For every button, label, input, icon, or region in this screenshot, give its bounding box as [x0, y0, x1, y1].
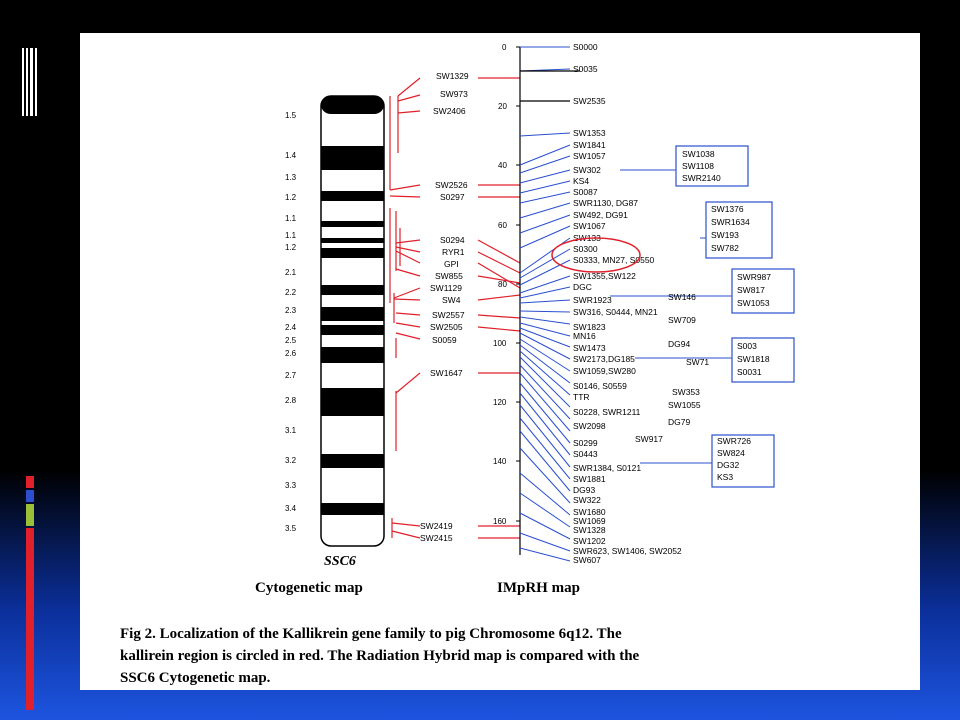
rh-marker: SW1473 — [573, 343, 606, 353]
marker-label: SW2419 — [420, 521, 453, 531]
marker-label: SW2415 — [420, 533, 453, 543]
marker-label: SW2505 — [430, 322, 463, 332]
band-label: 2.6 — [285, 349, 297, 358]
band-label: 1.3 — [285, 173, 297, 182]
axis-tick-label: 100 — [493, 339, 507, 348]
axis-tick-label: 20 — [498, 102, 507, 111]
caption-line: kallirein region is circled in red. The Radiation Hybrid map is compared with the — [120, 648, 640, 664]
axis-tick-label: 40 — [498, 161, 507, 170]
rh-axis-highlights — [520, 71, 580, 101]
cytogenetic-markers — [420, 71, 469, 543]
rh-side-marker: SW71 — [686, 357, 710, 367]
rh-marker: SW302 — [573, 165, 601, 175]
rh-side-marker: SW1055 — [668, 400, 701, 410]
decorative-color-bar — [26, 476, 34, 710]
rh-marker: SWR1384, S0121 — [573, 463, 642, 473]
rh-marker: SW1355,SW122 — [573, 271, 636, 281]
box-item: SWR726 — [717, 436, 752, 446]
box-item: SW1818 — [737, 354, 770, 364]
figure-diagram — [80, 33, 920, 690]
marker-label: SW1329 — [436, 71, 469, 81]
band-label: 3.4 — [285, 504, 297, 513]
marker-label: GPI — [444, 259, 459, 269]
box-item: SW782 — [711, 243, 739, 253]
marker-label: SW2557 — [432, 310, 465, 320]
figure-panel — [80, 33, 920, 690]
marker-label: S0059 — [432, 335, 457, 345]
box-item: SW1108 — [682, 161, 714, 171]
rh-map-title: IMpRH map — [497, 580, 580, 596]
rh-marker: SW1680 — [573, 507, 606, 517]
rh-marker: SW1841 — [573, 140, 606, 150]
rh-marker: SW1067 — [573, 221, 606, 231]
rh-marker: SW607 — [573, 555, 601, 565]
rh-connectors — [520, 47, 732, 561]
rh-marker: SWR1130, DG87 — [573, 198, 639, 208]
rh-marker: S0300 — [573, 244, 598, 254]
rh-marker: S0087 — [573, 187, 598, 197]
rh-marker: S0228, SWR1211 — [573, 407, 641, 417]
box-item: SWR987 — [737, 272, 772, 282]
rh-marker: SW1059,SW280 — [573, 366, 636, 376]
rh-marker: KS4 — [573, 176, 590, 186]
rh-marker: SW1069 — [573, 516, 606, 526]
rh-marker: SW1057 — [573, 151, 606, 161]
box-item: SWR2140 — [682, 173, 721, 183]
rh-markers — [573, 42, 682, 565]
locus-box — [712, 435, 774, 487]
band-label: 1.1 — [285, 231, 297, 240]
band-label: 1.5 — [285, 111, 297, 120]
band-label: 2.8 — [285, 396, 297, 405]
rh-marker: S0299 — [573, 438, 598, 448]
band-label: 3.1 — [285, 426, 297, 435]
chromosome-ssc6 — [321, 96, 384, 546]
axis-tick-label: 120 — [493, 398, 507, 407]
rh-axis — [493, 43, 520, 555]
marker-label: SW1647 — [430, 368, 463, 378]
box-item: SWR1634 — [711, 217, 750, 227]
rh-marker: MN16 — [573, 331, 596, 341]
axis-tick-label: 80 — [498, 280, 507, 289]
band-label: 2.2 — [285, 288, 297, 297]
marker-label: SW1129 — [430, 283, 462, 293]
rh-marker: SW2098 — [573, 421, 606, 431]
rh-marker: SW1823 — [573, 322, 606, 332]
marker-label: SW855 — [435, 271, 463, 281]
box-item: SW824 — [717, 448, 745, 458]
box-item: S0031 — [737, 367, 762, 377]
axis-tick-label: 0 — [502, 43, 507, 52]
box-item: S003 — [737, 341, 757, 351]
band-label: 1.2 — [285, 193, 297, 202]
rh-side-marker: SW146 — [668, 292, 696, 302]
band-label: 2.4 — [285, 323, 297, 332]
axis-tick-label: 160 — [493, 517, 507, 526]
rh-marker: DG93 — [573, 485, 596, 495]
marker-label: SW4 — [442, 295, 461, 305]
rh-marker: SW1881 — [573, 474, 606, 484]
band-label: 1.4 — [285, 151, 297, 160]
rh-marker: S0333, MN27, S0550 — [573, 255, 655, 265]
band-label: 2.5 — [285, 336, 297, 345]
locus-box — [706, 202, 772, 258]
band-label: 3.3 — [285, 481, 297, 490]
band-label: 1.1 — [285, 214, 297, 223]
axis-tick-label: 140 — [493, 457, 507, 466]
rh-marker: SW322 — [573, 495, 601, 505]
rh-marker: DGC — [573, 282, 592, 292]
band-labels — [285, 111, 297, 533]
decorative-stripes — [22, 48, 38, 116]
rh-marker: SW133 — [573, 233, 601, 243]
band-label: 1.2 — [285, 243, 297, 252]
band-label: 3.2 — [285, 456, 297, 465]
rh-side-marker: DG94 — [668, 339, 691, 349]
rh-marker: SW2535 — [573, 96, 606, 106]
cytogenetic-connectors — [390, 78, 520, 538]
rh-marker: S0035 — [573, 64, 598, 74]
marker-label: SW973 — [440, 89, 468, 99]
chromosome-label: SSC6 — [324, 554, 356, 569]
rh-marker: SWR623, SW1406, SW2052 — [573, 546, 682, 556]
box-item: DG32 — [717, 460, 740, 470]
marker-label: SW2526 — [435, 180, 468, 190]
marker-label: RYR1 — [442, 247, 465, 257]
box-item: KS3 — [717, 472, 734, 482]
rh-marker: TTR — [573, 392, 590, 402]
rh-marker: SW316, S0444, MN21 — [573, 307, 658, 317]
marker-label: SW2406 — [433, 106, 466, 116]
marker-label: S0294 — [440, 235, 465, 245]
axis-tick-label: 60 — [498, 221, 507, 230]
caption-line: Fig 2. Localization of the Kallikrein gene family to pig Chromosome 6q12. The — [120, 626, 622, 642]
band-label: 2.7 — [285, 371, 297, 380]
box-item: SW817 — [737, 285, 765, 295]
rh-marker: SW1202 — [573, 536, 606, 546]
rh-marker: SW492, DG91 — [573, 210, 628, 220]
rh-marker: S0443 — [573, 449, 598, 459]
band-label: 3.5 — [285, 524, 297, 533]
rh-marker: SW1328 — [573, 525, 606, 535]
box-item: SW1038 — [682, 149, 715, 159]
marker-label: S0297 — [440, 192, 465, 202]
locus-box — [676, 146, 748, 186]
caption-line: SSC6 Cytogenetic map. — [120, 670, 271, 686]
rh-side-marker: SW353 — [672, 387, 700, 397]
locus-box — [732, 338, 794, 382]
rh-marker: SWR1923 — [573, 295, 612, 305]
rh-side-marker: SW917 — [635, 434, 663, 444]
rh-marker: S0000 — [573, 42, 598, 52]
rh-side-marker: SW709 — [668, 315, 696, 325]
rh-marker: SW2173,DG185 — [573, 354, 635, 364]
cytogenetic-map-title: Cytogenetic map — [255, 580, 363, 596]
figure-caption — [120, 626, 640, 686]
locus-box — [732, 269, 794, 313]
rh-marker: S0146, S0559 — [573, 381, 627, 391]
box-item: SW1376 — [711, 204, 744, 214]
rh-marker: SW1353 — [573, 128, 606, 138]
rh-side-marker: DG79 — [668, 417, 691, 427]
band-label: 2.3 — [285, 306, 297, 315]
band-label: 2.1 — [285, 268, 297, 277]
box-item: SW1053 — [737, 298, 770, 308]
box-item: SW193 — [711, 230, 739, 240]
